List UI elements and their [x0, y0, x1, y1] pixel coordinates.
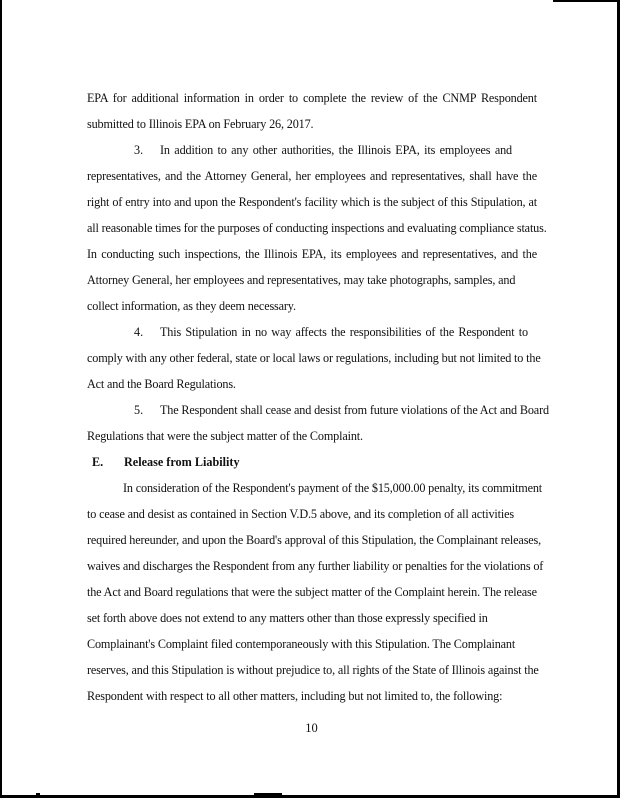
paragraph-3-line: all reasonable times for the purposes of conducting inspections and evaluating compliance status.	[87, 221, 547, 235]
release-line: to cease and desist as contained in Section V.D.5 above, and its completion of all activities	[87, 507, 514, 521]
paragraph-3-line: Attorney General, her employees and representatives, may take photographs, samples, and	[87, 273, 516, 287]
section-e-letter: E.	[92, 455, 104, 469]
page-number: 10	[305, 721, 318, 735]
release-first-line: In consideration of the Respondent's payment of the $15,000.00 penalty, its commitment	[123, 481, 543, 495]
paragraph-5-number: 5.	[134, 403, 144, 417]
scan-border-right	[617, 0, 620, 798]
paragraph-3-line: In conducting such inspections, the Illinois EPA, its employees and representatives, and the	[87, 247, 537, 261]
release-line: reserves, and this Stipulation is without prejudice to, all rights of the State of Illinois against the	[87, 663, 539, 677]
paragraph-3-first-line: In addition to any other authorities, the Illinois EPA, its employees and	[160, 143, 512, 157]
section-e-title: Release from Liability	[124, 455, 240, 469]
paragraph-5-first-line: The Respondent shall cease and desist from future violations of the Act and Board	[160, 403, 549, 417]
paragraph-3-line: collect information, as they deem necessary.	[87, 299, 296, 313]
paragraph-4-first-line: This Stipulation in no way affects the responsibilities of the Respondent to	[160, 325, 528, 339]
scan-border-top-segment	[553, 0, 620, 2]
scan-border-left	[0, 0, 2, 798]
paragraph-3-number: 3.	[134, 143, 144, 157]
release-line: set forth above does not extend to any matters other than those expressly specified in	[87, 611, 488, 625]
paragraph-4-line: comply with any other federal, state or local laws or regulations, including but not limited to the	[87, 351, 541, 365]
release-line: waives and discharges the Respondent from any further liability or penalties for the violations of	[87, 559, 544, 573]
paragraph-3-line: representatives, and the Attorney General, her employees and representatives, shall have the	[87, 169, 537, 183]
scan-border-bottom	[0, 795, 620, 798]
scan-mark	[254, 793, 282, 795]
release-line: Complainant's Complaint filed contemporaneously with this Stipulation. The Complainant	[87, 637, 516, 651]
release-line: the Act and Board regulations that were the subject matter of the Complaint herein. The release	[87, 585, 537, 599]
continuation-line-1: EPA for additional information in order to complete the review of the CNMP Respondent	[87, 91, 537, 105]
paragraph-3-line: right of entry into and upon the Respondent's facility which is the subject of this Stipulation, at	[87, 195, 537, 209]
paragraph-5-line: Regulations that were the subject matter of the Complaint.	[87, 429, 363, 443]
release-line: Respondent with respect to all other matters, including but not limited to, the following:	[87, 689, 503, 703]
scan-mark	[36, 793, 40, 795]
paragraph-4-number: 4.	[134, 325, 144, 339]
release-line: required hereunder, and upon the Board's approval of this Stipulation, the Complainant releases,	[87, 533, 542, 547]
paragraph-4-line: Act and the Board Regulations.	[87, 377, 236, 391]
continuation-line-2: submitted to Illinois EPA on February 26, 2017.	[87, 117, 314, 131]
